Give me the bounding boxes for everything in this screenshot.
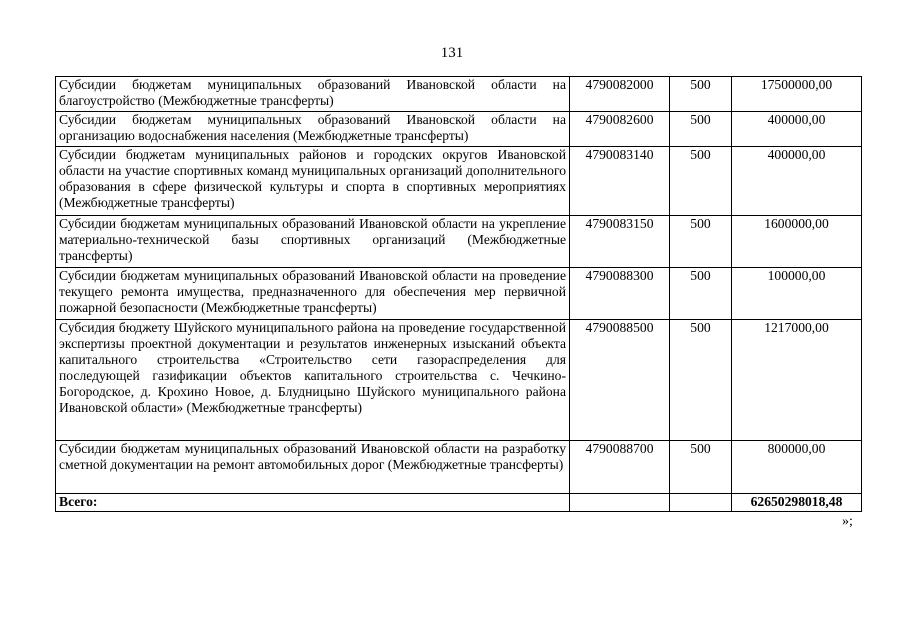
row-expense-type: 500 (670, 112, 732, 147)
row-target-code: 4790083140 (570, 147, 670, 216)
row-target-code: 4790082000 (570, 77, 670, 112)
table-row (56, 320, 862, 441)
table-row (56, 216, 862, 268)
row-target-code: 4790088500 (570, 320, 670, 441)
row-amount: 800000,00 (732, 441, 862, 494)
table-row (56, 147, 862, 216)
closing-quote-mark: »; (842, 514, 853, 529)
row-target-code: 4790083150 (570, 216, 670, 268)
row-amount: 100000,00 (732, 268, 862, 320)
total-empty-cell (670, 494, 732, 512)
table-row (56, 268, 862, 320)
row-expense-type: 500 (670, 216, 732, 268)
row-amount: 1217000,00 (732, 320, 862, 441)
total-row (56, 494, 862, 512)
budget-table (55, 76, 862, 512)
row-amount: 400000,00 (732, 147, 862, 216)
row-amount: 1600000,00 (732, 216, 862, 268)
row-description: Субсидия бюджету Шуйского муниципального района на проведение государственной экспертизы проектной документации и результатов инженерных изысканий объекта капитального строительства «Строительство сети газораспределения для последующей газификации объектов капитального строительства с. Чечкино-Богородское, д. Крохино Новое, д. Блудницыно Шуйского муниципального района Ивановской области» (Межбюджетные трансферты) (56, 320, 570, 441)
row-expense-type: 500 (670, 268, 732, 320)
total-empty-cell (570, 494, 670, 512)
row-target-code: 4790088300 (570, 268, 670, 320)
row-amount: 17500000,00 (732, 77, 862, 112)
row-description: Субсидии бюджетам муниципальных образований Ивановской области на проведение текущего ремонта имущества, предназначенного для обеспечения мер первичной пожарной безопасности (Межбюджетные трансферты) (56, 268, 570, 320)
total-label: Всего: (56, 494, 570, 512)
row-expense-type: 500 (670, 147, 732, 216)
row-amount: 400000,00 (732, 112, 862, 147)
row-expense-type: 500 (670, 77, 732, 112)
row-description: Субсидии бюджетам муниципальных образований Ивановской области на организацию водоснабжения населения (Межбюджетные трансферты) (56, 112, 570, 147)
row-target-code: 4790082600 (570, 112, 670, 147)
table-row (56, 77, 862, 112)
total-amount: 62650298018,48 (732, 494, 862, 512)
row-description: Субсидии бюджетам муниципальных образований Ивановской области на благоустройство (Межбюджетные трансферты) (56, 77, 570, 112)
row-description: Субсидии бюджетам муниципальных образований Ивановской области на укрепление материально-технической базы спортивных организаций (Межбюджетные трансферты) (56, 216, 570, 268)
table-row (56, 112, 862, 147)
row-expense-type: 500 (670, 441, 732, 494)
row-description: Субсидии бюджетам муниципальных образований Ивановской области на разработку сметной документации на ремонт автомобильных дорог (Межбюджетные трансферты) (56, 441, 570, 494)
row-target-code: 4790088700 (570, 441, 670, 494)
row-description: Субсидии бюджетам муниципальных районов и городских округов Ивановской области на участие спортивных команд муниципальных организаций дополнительного образования в сфере физической культуры и спорта в спортивных мероприятиях (Межбюджетные трансферты) (56, 147, 570, 216)
page-number: 131 (440, 45, 464, 61)
table-row (56, 441, 862, 494)
row-expense-type: 500 (670, 320, 732, 441)
